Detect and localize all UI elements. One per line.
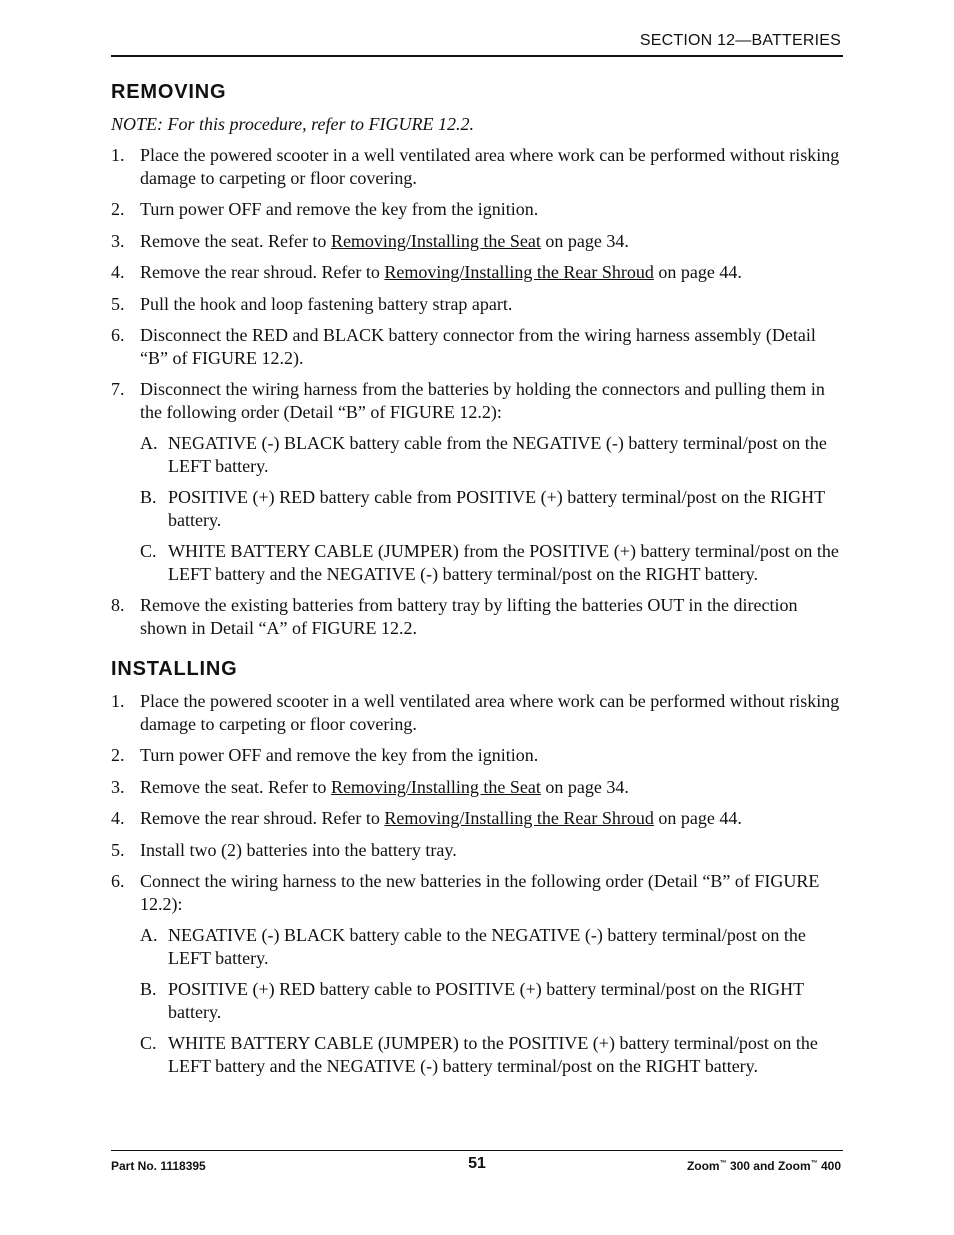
step-number: 6. [111, 871, 125, 891]
substep-letter: C. [140, 541, 157, 561]
substep-letter: B. [140, 979, 157, 999]
substep-text: POSITIVE (+) RED battery cable from POSITIVE (+) battery terminal/post on the RIGHT battery. [168, 487, 825, 530]
installing-step-6 [111, 870, 843, 1077]
installing-steps [111, 690, 843, 1077]
substep-text: POSITIVE (+) RED battery cable to POSITIVE (+) battery terminal/post on the RIGHT battery. [168, 979, 804, 1022]
rear-shroud-reference-link[interactable]: Removing/Installing the Rear Shroud [384, 808, 654, 828]
removing-substep-c [140, 540, 843, 585]
removing-step-5 [111, 293, 843, 316]
step-number: 3. [111, 230, 125, 251]
heading-removing: REMOVING [111, 81, 227, 103]
removing-step-1 [111, 144, 843, 189]
substep-letter: A. [140, 925, 158, 945]
step-number: 3. [111, 776, 125, 797]
removing-step-8 [111, 594, 843, 639]
step-text: Place the powered scooter in a well ventilated area where work can be performed without risking damage to carpeting or floor covering. [140, 145, 840, 188]
substep-letter: C. [140, 1033, 157, 1053]
removing-step-7 [111, 378, 843, 585]
step-text: Remove the existing batteries from battery tray by lifting the batteries OUT in the direction shown in Detail “A” of FIGURE 12.2. [140, 595, 798, 638]
heading-installing: INSTALLING [111, 658, 238, 680]
step-number: 1. [111, 145, 125, 165]
installing-substep-c [140, 1032, 843, 1077]
step-text: Turn power OFF and remove the key from the ignition. [140, 745, 539, 765]
rear-shroud-reference-link[interactable]: Removing/Installing the Rear Shroud [384, 262, 654, 282]
substep-text: WHITE BATTERY CABLE (JUMPER) to the POSITIVE (+) battery terminal/post on the LEFT battery and the NEGATIVE (-) battery terminal/post on the RIGHT battery. [168, 1033, 818, 1076]
substep-text: WHITE BATTERY CABLE (JUMPER) from the POSITIVE (+) battery terminal/post on the LEFT battery and the NEGATIVE (-) battery terminal/post on the RIGHT battery. [168, 541, 839, 584]
step-number: 1. [111, 691, 125, 711]
step-text-post: on page 44. [653, 808, 742, 828]
step-number: 5. [111, 839, 125, 860]
removing-step-4 [111, 261, 843, 284]
trademark-symbol: ™ [719, 1160, 727, 1167]
step-text-pre: Remove the rear shroud. Refer to [140, 808, 385, 828]
step-number: 2. [111, 199, 125, 219]
installing-substep-a [140, 924, 843, 969]
installing-step-3 [111, 776, 843, 799]
step-text-post: on page 44. [653, 262, 742, 282]
substep-text: NEGATIVE (-) BLACK battery cable from the NEGATIVE (-) battery terminal/post on the LEFT battery. [168, 433, 827, 476]
step-number: 5. [111, 293, 125, 314]
step-text-post: on page 34. [540, 776, 629, 797]
page-header [111, 28, 843, 57]
installing-step-2 [111, 744, 843, 767]
removing-substep-b [140, 486, 843, 531]
step-number: 6. [111, 325, 125, 345]
step-text: Install two (2) batteries into the battery tray. [140, 839, 457, 860]
step-number: 8. [111, 595, 125, 615]
step-number: 4. [111, 262, 125, 282]
step-number: 4. [111, 808, 125, 828]
removing-substep-a [140, 432, 843, 477]
substep-letter: A. [140, 433, 158, 453]
section-title: SECTION 12—BATTERIES [639, 32, 841, 49]
trademark-symbol: ™ [810, 1160, 818, 1167]
page-footer [111, 1150, 843, 1173]
document-page [111, 28, 843, 1077]
product-name-mid: 300 and Zoom [726, 1159, 811, 1173]
removing-step-2 [111, 198, 843, 221]
seat-reference-link[interactable]: Removing/Installing the Seat [330, 776, 541, 797]
step-text: Connect the wiring harness to the new batteries in the following order (Detail “B” of FIGURE 12.2): [140, 871, 820, 914]
product-name-a: Zoom [686, 1159, 720, 1173]
step-number: 2. [111, 745, 125, 765]
step-text: Disconnect the RED and BLACK battery connector from the wiring harness assembly (Detail “B” of FIGURE 12.2). [140, 325, 816, 368]
seat-reference-link[interactable]: Removing/Installing the Seat [330, 230, 541, 251]
step-text-pre: Remove the seat. Refer to [140, 230, 331, 251]
step-text: Turn power OFF and remove the key from the ignition. [140, 199, 539, 219]
product-name [687, 1159, 841, 1173]
removing-steps [111, 144, 843, 639]
product-name-end: 400 [817, 1159, 841, 1173]
page-number: 51 [468, 1155, 486, 1172]
step-text-post: on page 34. [540, 230, 629, 251]
removing-step-6 [111, 324, 843, 369]
step-text-pre: Remove the rear shroud. Refer to [140, 262, 385, 282]
part-number: Part No. 1118395 [111, 1159, 206, 1173]
removing-step-3 [111, 230, 843, 253]
installing-step-5 [111, 839, 843, 862]
installing-substep-b [140, 978, 843, 1023]
step-number: 7. [111, 379, 125, 399]
installing-step-4 [111, 807, 843, 830]
step-text-pre: Remove the seat. Refer to [140, 776, 331, 797]
procedure-note: NOTE: For this procedure, refer to FIGURE 12.2. [111, 114, 474, 134]
step-text: Pull the hook and loop fastening battery strap apart. [140, 293, 513, 314]
substep-letter: B. [140, 487, 157, 507]
step-text: Disconnect the wiring harness from the batteries by holding the connectors and pulling them in the following order (Detail “B” of FIGURE 12.2): [140, 379, 825, 422]
installing-step-1 [111, 690, 843, 735]
substep-text: NEGATIVE (-) BLACK battery cable to the NEGATIVE (-) battery terminal/post on the LEFT battery. [168, 925, 806, 968]
step-text: Place the powered scooter in a well ventilated area where work can be performed without risking damage to carpeting or floor covering. [140, 691, 840, 734]
